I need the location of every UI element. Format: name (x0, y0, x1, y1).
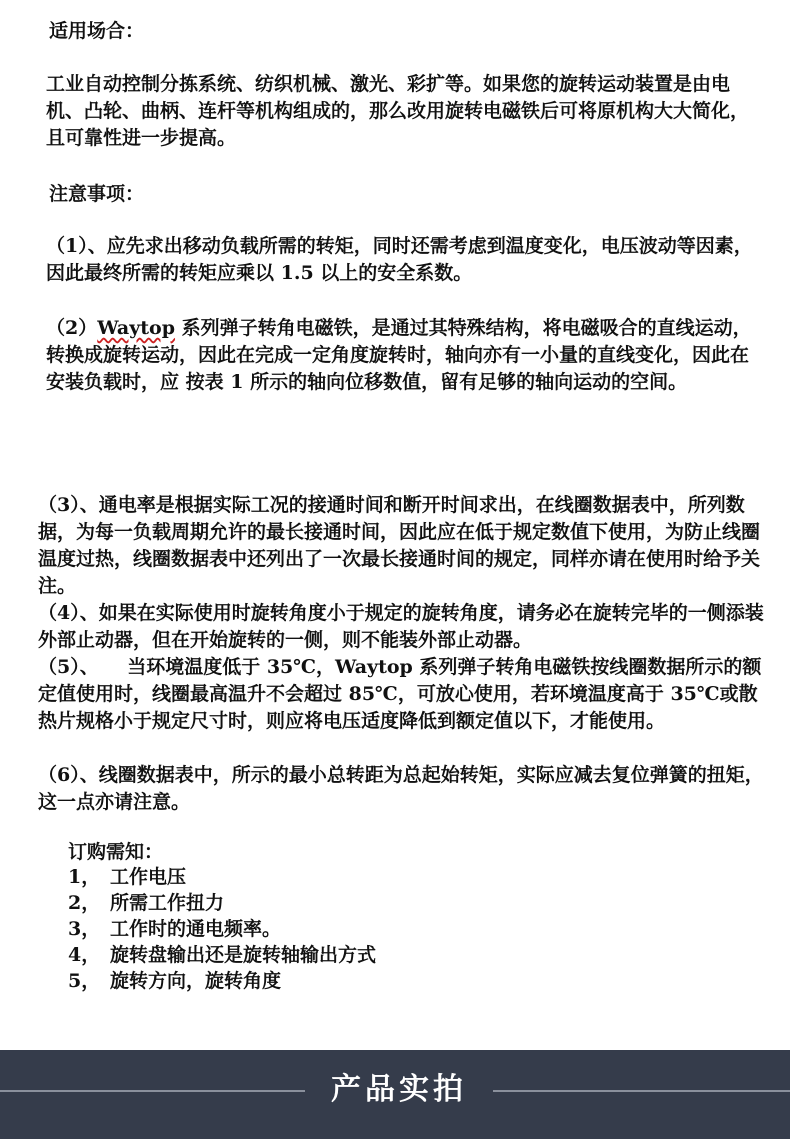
note-item-1: （1）、应先求出移动负载所需的转矩，同时还需考虑到温度变化，电压波动等因素，因此最终所需的转矩应乘以 1.5 以上的安全系数。 (46, 235, 753, 284)
order-heading: 订购需知： (68, 841, 164, 863)
order-item (68, 942, 376, 968)
order-item (68, 916, 376, 942)
note-item-2-text: 系列弹子转角电磁铁，是通过其特殊结构，将电磁吸合的直线运动，转换成旋转运动，因此在完成一定角度旋转时，轴向亦有一小量的直线变化，因此在安装负载时，应 按表 1 所示的轴向位移数值，留有足够的轴向运动的空间。 (46, 317, 752, 393)
order-item-number: 5， (68, 970, 101, 992)
order-item-text: 旋转盘输出还是旋转轴输出方式 (110, 944, 377, 966)
order-item (68, 864, 376, 890)
note-item-4: （4）、如果在实际使用时旋转角度小于规定的旋转角度，请务必在旋转完毕的一侧添装外部止动器，但在开始旋转的一侧，则不能装外部止动器。 (38, 602, 764, 651)
order-item (68, 968, 376, 994)
usage-heading: 适用场合： (49, 20, 145, 42)
section-banner (0, 1050, 790, 1139)
order-item (68, 890, 376, 916)
order-item-number: 3， (68, 918, 101, 940)
note-item-6: （6）、线圈数据表中，所示的最小总转距为总起始转矩，实际应减去复位弹簧的扭矩，这一点亦请注意。 (38, 764, 764, 813)
order-item-number: 2， (68, 892, 101, 914)
usage-paragraph: 工业自动控制分拣系统、纺织机械、激光、彩扩等。如果您的旋转运动装置是由电机、凸轮、曲柄、连杆等机构组成的，那么改用旋转电磁铁后可将原机构大大简化，且可靠性进一步提高。 (46, 73, 750, 149)
order-item-text: 工作电压 (110, 866, 187, 888)
order-item-text: 工作时的通电频率。 (110, 918, 282, 940)
order-item-number: 4， (68, 944, 101, 966)
banner-divider-left (0, 1090, 305, 1092)
banner-title: 产品实拍 (331, 1072, 467, 1107)
note-item-5: （5）、 当环境温度低于 35℃，Waytop 系列弹子转角电磁铁按线圈数据所示的额定值使用时，线圈最高温升不会超过 85℃，可放心使用，若环境温度高于 35℃或散热片规格小于规定尺寸时，则应将电压适度降低到额定值以下，才能使用。 (38, 656, 762, 732)
brand-name: Waytop (97, 317, 176, 339)
note-item-2-prefix: （2） (46, 317, 98, 339)
note-item-3: （3）、通电率是根据实际工况的接通时间和断开时间求出，在线圈数据表中，所列数据，为每一负载周期允许的最长接通时间，因此应在低于规定数值下使用，为防止线圈温度过热，线圈数据表中还列出了一次最长接通时间的规定，同样亦请在使用时给予关注。 (38, 494, 761, 597)
order-item-text: 旋转方向，旋转角度 (110, 970, 282, 992)
order-item-text: 所需工作扭力 (110, 892, 225, 914)
order-list (68, 864, 376, 994)
banner-divider-right (493, 1090, 790, 1092)
order-item-number: 1， (68, 866, 101, 888)
note-item-2 (46, 315, 762, 396)
notes-heading: 注意事项： (49, 183, 145, 205)
